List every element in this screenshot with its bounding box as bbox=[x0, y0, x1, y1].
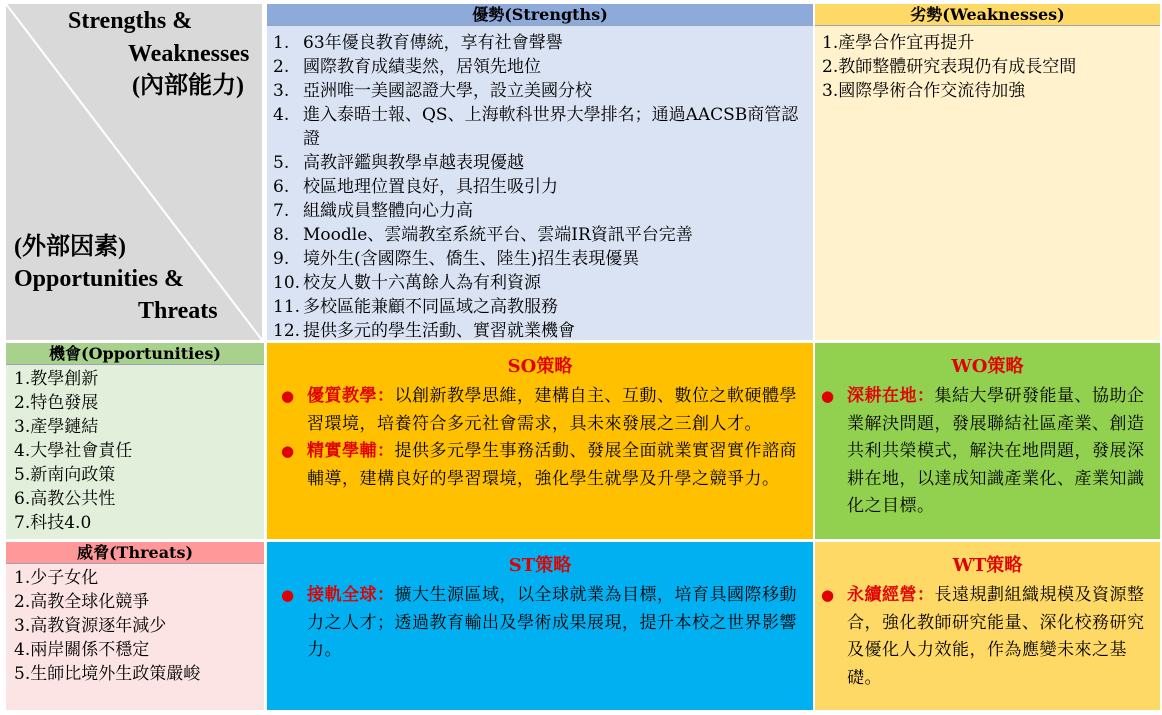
wo-strategy-item bbox=[821, 383, 1152, 521]
wt-strategy-list bbox=[821, 582, 1152, 692]
bullet-icon: ● bbox=[821, 586, 835, 604]
weakness-item: 1.產學合作宜再提升 bbox=[822, 33, 975, 53]
wt-cell bbox=[815, 542, 1160, 710]
weakness-item: 2.教師整體研究表現仍有成長空間 bbox=[822, 57, 1077, 77]
threats-list bbox=[14, 566, 264, 686]
wt-strategy-text bbox=[847, 582, 1152, 692]
strengths-header: 優勢(Strengths) bbox=[267, 4, 813, 26]
so-strategy-description: 以創新教學思維，建構自主、互動、數位之軟硬體學習環境，培養符合多元社會需求，具未來發展之三創人才。 bbox=[307, 386, 797, 434]
strengths-list bbox=[273, 31, 807, 340]
st-strategy-item bbox=[281, 582, 805, 665]
strength-text: 多校區能兼顧不同區域之高教服務 bbox=[303, 297, 558, 317]
wo-strategy-text bbox=[847, 383, 1152, 521]
st-strategy-list bbox=[281, 582, 805, 665]
strength-item bbox=[273, 103, 807, 151]
opportunity-item: 3.產學鏈結 bbox=[14, 417, 99, 437]
weaknesses-list bbox=[822, 31, 1160, 103]
threat-item: 3.高教資源逐年減少 bbox=[14, 616, 167, 636]
st-strategy-description: 擴大生源區域，以全球就業為目標，培育具國際移動力之人才；透過教育輸出及學術成果展現，提升本校之世界影響力。 bbox=[307, 585, 797, 660]
so-strategy-list bbox=[281, 383, 805, 493]
wt-strategy-description: 長遠規劃組織規模及資源整合，強化教師研究能量、深化校務研究及優化人力效能，作為應變未來之基礎。 bbox=[847, 585, 1145, 688]
opportunity-item: 2.特色發展 bbox=[14, 393, 99, 413]
opportunity-item: 5.新南向政策 bbox=[14, 465, 116, 485]
strength-number: 10. bbox=[273, 273, 301, 293]
strength-text: 亞洲唯一美國認證大學，設立美國分校 bbox=[303, 81, 592, 101]
opportunity-item: 4.大學社會責任 bbox=[14, 441, 133, 461]
so-title: SO策略 bbox=[507, 356, 573, 377]
threats-header: 威脅(Threats) bbox=[6, 542, 264, 564]
threat-item: 5.生師比境外生政策嚴峻 bbox=[14, 664, 201, 684]
opportunities-cell bbox=[6, 343, 264, 539]
threats-cell bbox=[6, 542, 264, 710]
strength-item bbox=[273, 175, 807, 199]
strength-text: 境外生(含國際生、僑生、陸生)招生表現優異 bbox=[303, 249, 640, 269]
strength-item bbox=[273, 295, 807, 319]
opportunity-item: 1.教學創新 bbox=[14, 369, 99, 389]
wo-strategy-list bbox=[821, 383, 1152, 521]
st-strategy-text bbox=[307, 582, 805, 665]
bullet-icon: ● bbox=[821, 387, 835, 405]
corner-cell bbox=[6, 4, 262, 340]
wt-title: WT策略 bbox=[952, 555, 1023, 576]
corner-strengths-label: Strengths & bbox=[68, 8, 193, 34]
strength-item bbox=[273, 247, 807, 271]
opportunities-header: 機會(Opportunities) bbox=[6, 343, 264, 365]
strength-item bbox=[273, 223, 807, 247]
strength-item bbox=[273, 55, 807, 79]
wo-strategy-description: 集結大學研發能量、協助企業解決問題，發展聯結社區產業、創造共利共榮模式，解決在地問題，發展深耕在地，以達成知識產業化、產業知識化之目標。 bbox=[847, 386, 1145, 516]
strength-number: 7. bbox=[273, 201, 290, 221]
strength-text: 提供多元的學生活動、實習就業機會 bbox=[303, 321, 575, 340]
so-strategy-text bbox=[307, 383, 805, 438]
strength-text: 組織成員整體向心力高 bbox=[303, 201, 473, 221]
strength-number: 12. bbox=[273, 321, 301, 340]
opportunity-item: 6.高教公共性 bbox=[14, 489, 116, 509]
strength-number: 4. bbox=[273, 105, 290, 125]
strength-item bbox=[273, 151, 807, 175]
st-title: ST策略 bbox=[508, 555, 572, 576]
st-cell bbox=[267, 542, 813, 710]
corner-weaknesses-label: Weaknesses bbox=[128, 41, 250, 67]
so-strategy-keyword: 精實學輔： bbox=[307, 441, 395, 461]
so-strategy-item bbox=[281, 438, 805, 493]
strength-text: Moodle、雲端教室系統平台、雲端IR資訊平台完善 bbox=[303, 225, 693, 245]
opportunity-item: 7.科技4.0 bbox=[14, 513, 92, 533]
wt-strategy-item bbox=[821, 582, 1152, 692]
strength-text: 校友人數十六萬餘人為有利資源 bbox=[303, 273, 541, 293]
strength-number: 2. bbox=[273, 57, 290, 77]
strength-number: 5. bbox=[273, 153, 290, 173]
strength-number: 3. bbox=[273, 81, 290, 101]
strength-text: 國際教育成績斐然，居領先地位 bbox=[303, 57, 541, 77]
strength-item bbox=[273, 31, 807, 55]
bullet-icon: ● bbox=[281, 586, 295, 604]
bullet-icon: ● bbox=[281, 387, 295, 405]
threat-item: 1.少子女化 bbox=[14, 568, 99, 588]
corner-internal-label: (內部能力) bbox=[132, 73, 244, 99]
strength-item bbox=[273, 319, 807, 340]
corner-opportunities-label: Opportunities & bbox=[14, 266, 185, 292]
strength-number: 1. bbox=[273, 33, 290, 53]
strength-text: 高教評鑑與教學卓越表現優越 bbox=[303, 153, 524, 173]
wo-title: WO策略 bbox=[951, 356, 1024, 377]
weakness-item: 3.國際學術合作交流待加強 bbox=[822, 81, 1026, 101]
corner-threats-label: Threats bbox=[138, 298, 218, 324]
strength-text: 63年優良教育傳統，享有社會聲譽 bbox=[303, 33, 563, 53]
st-strategy-keyword: 接軌全球： bbox=[307, 585, 395, 605]
corner-external-label: (外部因素) bbox=[14, 234, 126, 260]
strengths-cell bbox=[267, 4, 813, 340]
so-cell bbox=[267, 343, 813, 539]
strength-item bbox=[273, 199, 807, 223]
strength-text: 進入泰晤士報、QS、上海軟科世界大學排名；通過AACSB商管認證 bbox=[303, 105, 799, 149]
wo-strategy-keyword: 深耕在地： bbox=[847, 386, 935, 406]
so-strategy-description: 提供多元學生事務活動、發展全面就業實習實作諮商輔導，建構良好的學習環境，強化學生就學及升學之競爭力。 bbox=[307, 441, 797, 489]
strength-number: 11. bbox=[273, 297, 301, 317]
so-strategy-item bbox=[281, 383, 805, 438]
opportunities-list bbox=[14, 367, 264, 535]
strength-text: 校區地理位置良好，具招生吸引力 bbox=[303, 177, 558, 197]
threat-item: 4.兩岸關係不穩定 bbox=[14, 640, 150, 660]
strength-number: 6. bbox=[273, 177, 290, 197]
threat-item: 2.高教全球化競爭 bbox=[14, 592, 150, 612]
strength-number: 9. bbox=[273, 249, 290, 269]
bullet-icon: ● bbox=[281, 442, 295, 460]
wt-strategy-keyword: 永續經營： bbox=[847, 585, 935, 605]
strength-number: 8. bbox=[273, 225, 290, 245]
so-strategy-keyword: 優質教學： bbox=[307, 386, 395, 406]
weaknesses-cell bbox=[815, 4, 1160, 340]
strength-item bbox=[273, 271, 807, 295]
wo-cell bbox=[815, 343, 1160, 539]
weaknesses-header: 劣勢(Weaknesses) bbox=[815, 4, 1160, 26]
so-strategy-text bbox=[307, 438, 805, 493]
strength-item bbox=[273, 79, 807, 103]
